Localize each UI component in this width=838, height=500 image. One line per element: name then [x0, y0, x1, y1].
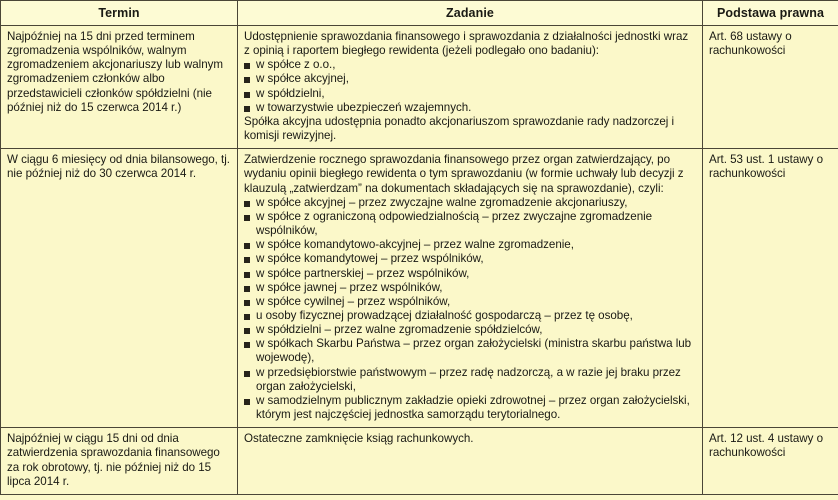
list-item	[244, 101, 694, 115]
list-item-label: w spółce komandytowo-akcyjnej – przez walne zgromadzenie,	[256, 238, 574, 252]
table-body	[1, 26, 838, 495]
list-item	[244, 295, 694, 309]
term-text: Najpóźniej w ciągu 15 dni od dnia zatwierdzenia sprawozdania finansowego za rok obrotowy, tj. nie później niż do 15 lipca 2014 r.	[7, 432, 220, 488]
square-bullet-icon	[244, 257, 250, 263]
column-header-task: Zadanie	[238, 1, 703, 26]
task-outro-text: Spółka akcyjna udostępnia ponadto akcjonariuszom sprawozdanie rady nadzorczej i komisji rewizyjnej.	[244, 114, 675, 143]
square-bullet-icon	[244, 215, 250, 221]
list-item	[244, 196, 694, 210]
list-item	[244, 309, 694, 323]
list-item	[244, 394, 694, 422]
list-item-label: w towarzystwie ubezpieczeń wzajemnych.	[256, 100, 472, 114]
square-bullet-icon	[244, 243, 250, 249]
list-item	[244, 281, 694, 295]
list-item-label: w spółce jawnej – przez wspólników,	[256, 280, 443, 294]
legal-basis-text: Art. 12 ust. 4 ustawy o rachunkowości	[709, 432, 824, 460]
list-item	[244, 72, 694, 86]
cell-basis	[703, 26, 838, 149]
square-bullet-icon	[244, 300, 250, 306]
table-row	[1, 26, 838, 149]
list-item	[244, 87, 694, 101]
square-bullet-icon	[244, 92, 250, 98]
task-intro-text: Udostępnienie sprawozdania finansowego i sprawozdania z działalności jednostki wraz z opinią i raportem biegłego rewidenta (jeżeli podlegało ono badaniu):	[244, 30, 689, 58]
square-bullet-icon	[244, 63, 250, 69]
cell-basis	[703, 428, 838, 495]
list-item	[244, 366, 694, 394]
list-item-label: u osoby fizycznej prowadzącej działalność gospodarczą – przez tę osobę,	[256, 308, 633, 322]
table-header	[1, 1, 838, 26]
term-text: W ciągu 6 miesięcy od dnia bilansowego, tj. nie później niż do 30 czerwca 2014 r.	[7, 153, 230, 181]
list-item-label: w spółdzielni – przez walne zgromadzenie spółdzielców,	[256, 323, 543, 337]
square-bullet-icon	[244, 399, 250, 405]
square-bullet-icon	[244, 272, 250, 278]
square-bullet-icon	[244, 342, 250, 348]
cell-basis	[703, 149, 838, 428]
table-row	[1, 149, 838, 428]
task-intro-text: Zatwierdzenie rocznego sprawozdania finansowego przez organ zatwierdzający, po wydaniu opinii biegłego rewidenta o tym sprawozdaniu (w formie uchwały lub decyzji z klauzulą „zatwierdzam” na dokumentach składających się na sprawozdanie), czyli:	[244, 153, 684, 195]
list-item	[244, 337, 694, 365]
list-item-label: w spółce partnerskiej – przez wspólników,	[256, 266, 470, 280]
table-header-row	[1, 1, 838, 26]
legal-basis-text: Art. 53 ust. 1 ustawy o rachunkowości	[709, 153, 824, 181]
cell-task	[238, 428, 703, 495]
cell-term	[1, 428, 238, 495]
square-bullet-icon	[244, 77, 250, 83]
list-item-label: w spółce z o.o.,	[256, 58, 336, 72]
list-item	[244, 238, 694, 252]
task-bullet-list	[244, 58, 694, 115]
list-item-label: w przedsiębiorstwie państwowym – przez radę nadzorczą, a w razie jej braku przez organ założycielski,	[256, 365, 681, 393]
square-bullet-icon	[244, 328, 250, 334]
cell-term	[1, 149, 238, 428]
task-bullet-list	[244, 196, 694, 423]
list-item-label: w spółce akcyjnej,	[256, 72, 349, 86]
square-bullet-icon	[244, 201, 250, 207]
term-text: Najpóźniej na 15 dni przed terminem zgromadzenia wspólników, walnym zgromadzeniem akcjonariuszy lub walnym zgromadzeniem członków albo przedstawicieli członków spółdzielni (nie później niż do 15 czerwca 2014 r.)	[7, 30, 224, 114]
list-item	[244, 58, 694, 72]
legal-basis-text: Art. 68 ustawy o rachunkowości	[709, 30, 792, 58]
list-item-label: w samodzielnym publicznym zakładzie opieki zdrowotnej – przez organ założycielski, którym jest najczęściej jednostka samorządu terytorialnego.	[256, 393, 690, 422]
task-intro-text: Ostateczne zamknięcie ksiąg rachunkowych.	[244, 432, 474, 446]
cell-task	[238, 149, 703, 428]
list-item	[244, 210, 694, 238]
cell-term	[1, 26, 238, 149]
square-bullet-icon	[244, 371, 250, 377]
list-item	[244, 323, 694, 337]
square-bullet-icon	[244, 106, 250, 112]
list-item-label: w spółce z ograniczoną odpowiedzialnością – przez zwyczajne zgromadzenie wspólników,	[256, 209, 653, 238]
list-item-label: w spółce cywilnej – przez wspólników,	[256, 294, 451, 308]
square-bullet-icon	[244, 286, 250, 292]
square-bullet-icon	[244, 314, 250, 320]
list-item-label: w spółce akcyjnej – przez zwyczajne walne zgromadzenie akcjonariuszy,	[256, 195, 628, 209]
list-item	[244, 267, 694, 281]
list-item-label: w spółkach Skarbu Państwa – przez organ założycielski (ministra skarbu państwa lub wojewodę),	[256, 337, 692, 365]
list-item-label: w spółce komandytowej – przez wspólników,	[256, 252, 484, 266]
list-item	[244, 252, 694, 266]
table-row	[1, 428, 838, 495]
column-header-term: Termin	[1, 1, 238, 26]
cell-task	[238, 26, 703, 149]
column-header-basis: Podstawa prawna	[703, 1, 838, 26]
list-item-label: w spółdzielni,	[256, 86, 325, 100]
